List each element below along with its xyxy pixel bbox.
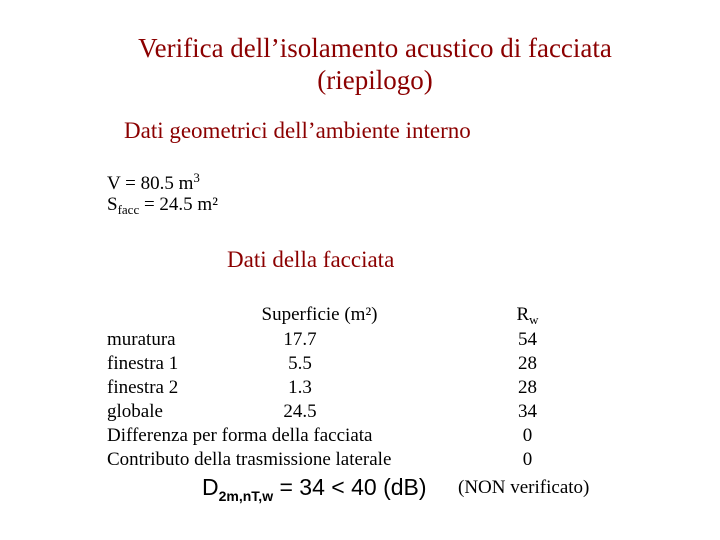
row-surface: 24.5 [283,401,317,422]
rw-header-subscript: w [529,312,539,327]
row-rw: 0 [522,449,533,470]
row-surface: 17.7 [283,329,317,350]
title-line-1: Verifica dell’isolamento acustico di facciata [138,33,612,63]
volume-line [107,170,200,195]
geometry-heading: Dati geometrici dell’ambiente interno [124,118,471,143]
surface-value: = 24.5 m² [139,194,218,215]
row-rw: 54 [518,329,537,350]
volume-label: V = 80.5 m [107,173,194,194]
facade-heading: Dati della facciata [227,247,395,272]
row-name: finestra 1 [107,353,179,374]
row-name: Contributo della trasmissione laterale [107,449,392,470]
result-symbol-subscript: 2m,nT,w [218,488,274,504]
surface-line [107,194,218,218]
row-surface: 5.5 [288,353,312,374]
rw-header-label: R [516,304,530,325]
row-surface: 1.3 [288,377,312,398]
row-rw: 0 [522,425,533,446]
row-name: finestra 2 [107,377,179,398]
surface-subscript: facc [117,202,140,217]
row-rw: 28 [518,353,537,374]
row-name: globale [107,401,163,422]
result-verdict: (NON verificato) [458,477,590,498]
row-rw: 34 [518,401,537,422]
volume-exponent: 3 [193,170,200,185]
result-value: = 34 < 40 (dB) [273,474,427,500]
result-expression [202,474,427,504]
title-line-2: (riepilogo) [317,65,433,95]
row-rw: 28 [518,377,537,398]
surface-label: S [107,194,118,215]
rw-column-header [500,304,555,328]
row-name: muratura [107,329,176,350]
row-name: Differenza per forma della facciata [107,425,373,446]
result-symbol: D [202,474,219,500]
surface-column-header: Superficie (m²) [261,304,378,325]
